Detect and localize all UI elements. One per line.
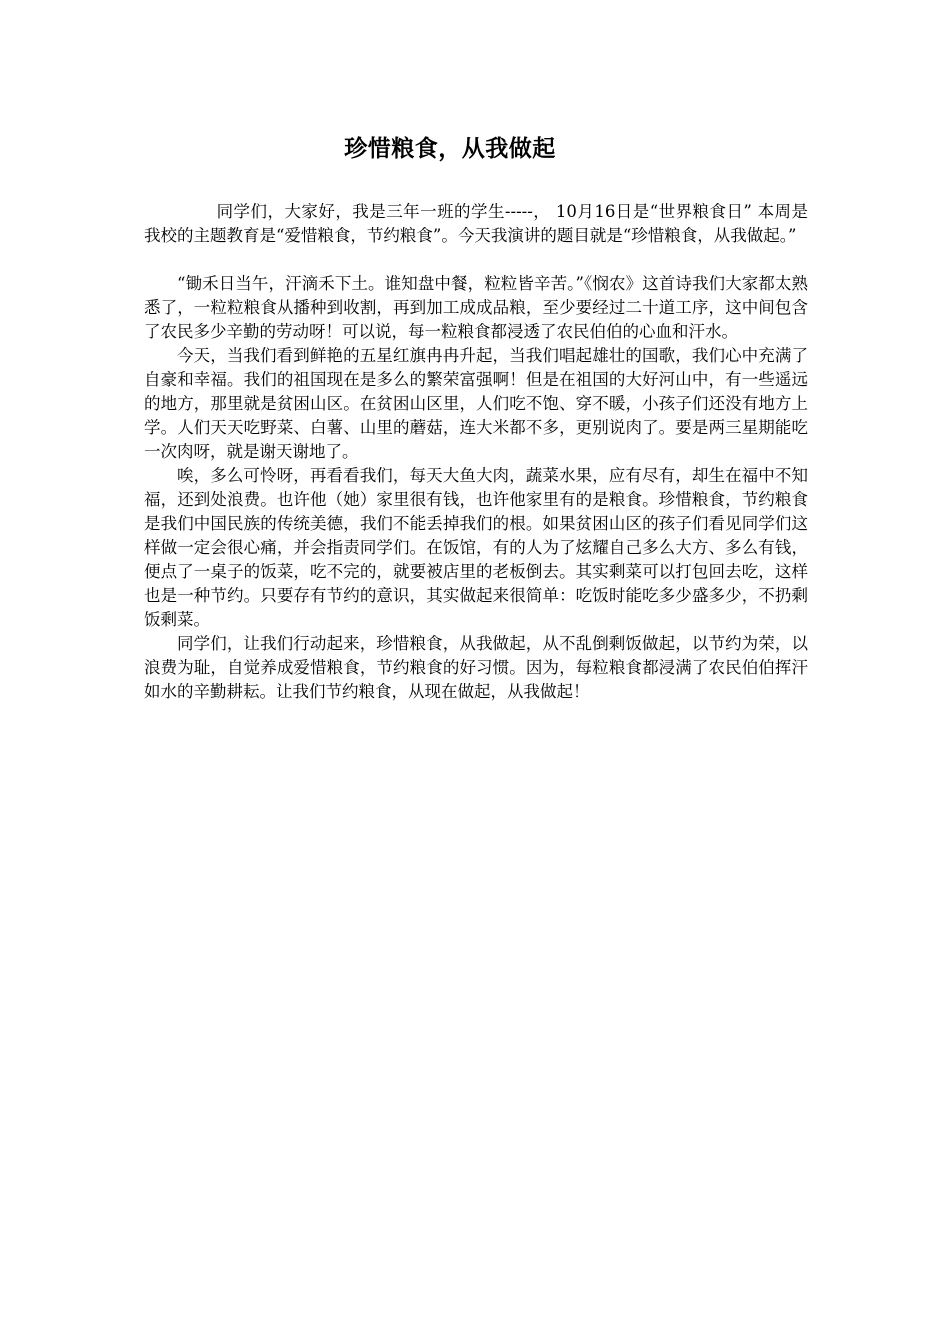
paragraph-gap xyxy=(144,248,808,272)
document-title: 珍惜粮食，从我做起 xyxy=(344,135,556,162)
paragraph-intro: 同学们，大家好，我是三年一班的学生-----， 10月16日是“世界粮食日” 本周是我校的主题教育是“爱惜粮食，节约粮食”。今天我演讲的题目就是“珍惜粮食，从我做起。” xyxy=(144,202,808,245)
paragraph-conclusion: 同学们，让我们行动起来，珍惜粮食，从我做起，从不乱倒剩饭做起，以节约为荣，以浪费为耻，自觉养成爱惜粮食，节约粮食的好习惯。因为，每粒粮食都浸满了农民伯伯挥汗如水的辛勤耕耘。让我们节约粮食，从现在做起，从我做起！ xyxy=(144,634,808,701)
paragraph-waste: 唉，多么可怜呀，再看看我们，每天大鱼大肉，蔬菜水果，应有尽有，却生在福中不知福，还到处浪费。也许他（她）家里很有钱，也许他家里有的是粮食。珍惜粮食，节约粮食是我们中国民族的传统美德，我们不能丢掉我们的根。如果贫困山区的孩子们看见同学们这样做一定会很心痛，并会指责同学们。在饭馆，有的人为了炫耀自己多么大方、多么有钱，便点了一桌子的饭菜，吃不完的，就要被店里的老板倒去。其实剩菜可以打包回去吃，这样也是一种节约。只要存有节约的意识，其实做起来很简单：吃饭时能吃多少盛多少，不扔剩饭剩菜。 xyxy=(144,466,808,629)
paragraph-poem: “锄禾日当午，汗滴禾下土。谁知盘中餐，粒粒皆辛苦。”《悯农》这首诗我们大家都太熟悉了，一粒粒粮食从播种到收割，再到加工成成品粮，至少要经过二十道工序，这中间包含了农民多少辛勤的劳动呀！可以说，每一粒粮食都浸透了农民伯伯的心血和汗水。 xyxy=(144,274,808,341)
paragraph-poverty: 今天，当我们看到鲜艳的五星红旗冉冉升起，当我们唱起雄壮的国歌，我们心中充满了自豪和幸福。我们的祖国现在是多么的繁荣富强啊！但是在祖国的大好河山中，有一些遥远的地方，那里就是贫困山区。在贫困山区里，人们吃不饱、穿不暖，小孩子们还没有地方上学。人们天天吃野菜、白薯、山里的蘑菇，连大米都不多，更别说肉了。要是两三星期能吃一次肉呀，就是谢天谢地了。 xyxy=(144,346,808,461)
document-body xyxy=(144,200,808,704)
